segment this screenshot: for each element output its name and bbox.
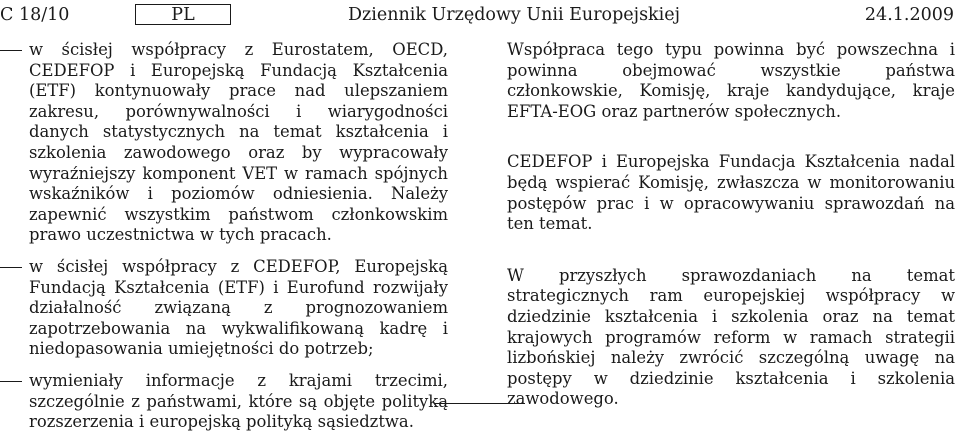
- list-item-text: w ścisłej współpracy z Eurostatem, OECD, CEDEFOP i Europejską Fundacją Kształcenia (ETF) kontynuowały prace nad ulepszaniem zakresu, porównywalności i wiarygodności danych statystycznych na temat kształcenia i szkolenia zawodowego oraz by wypracowały wyraźniejszy komponent VET w ramach spójnych wskaźników i poziomów odniesienia. Należy zapewnić wszystkim państwom członkowskim prawo uczestnictwa w tych pracach.: [29, 40, 448, 245]
- left-column: [0, 40, 448, 444]
- section-end-rule: [435, 403, 525, 404]
- list-item: [0, 371, 448, 433]
- list-item: [0, 40, 448, 246]
- publication-date: 24.1.2009: [864, 5, 954, 25]
- dash-bullet: [0, 267, 22, 268]
- journal-series-code: C 18/10: [0, 5, 70, 25]
- paragraph: CEDEFOP i Europejska Fundacja Kształcenia nadal będą wspierać Komisję, zwłaszcza w monitorowaniu postępów prac i w opracowywaniu sprawozdań na ten temat.: [507, 152, 955, 234]
- paragraph: W przyszłych sprawozdaniach na temat strategicznych ram europejskiej współpracy w dziedzinie kształcenia i szkolenia oraz na temat krajowych programów reform w ramach strategii lizbońskiej należy zwrócić szczególną uwagę na postępy w dziedzinie kształcenia i szkolenia zawodowego.: [507, 265, 955, 409]
- language-code-box: PL: [135, 4, 231, 25]
- list-item-text: wymieniały informacje z krajami trzecimi, szczególnie z państwami, które są objęte polityką rozszerzenia i europejską polityką sąsiedztwa.: [29, 370, 448, 432]
- dash-bullet: [0, 50, 22, 51]
- dash-bullet: [0, 381, 22, 382]
- right-column: [507, 40, 955, 440]
- page-header: [0, 3, 960, 27]
- paragraph: Współpraca tego typu powinna być powszechna i powinna obejmować wszystkie państwa członkowskie, Komisję, kraje kandydujące, kraje EFTA-EOG oraz partnerów społecznych.: [507, 40, 955, 121]
- journal-title: Dziennik Urzędowy Unii Europejskiej: [348, 5, 681, 25]
- list-item-text: w ścisłej współpracy z CEDEFOP, Europejską Fundacją Kształcenia (ETF) i Eurofund rozwijały działalność związaną z prognozowaniem zapotrzebowania na wykwalifikowaną kadrę i niedopasowania umiejętności do potrzeb;: [29, 256, 448, 359]
- list-item: [0, 257, 448, 360]
